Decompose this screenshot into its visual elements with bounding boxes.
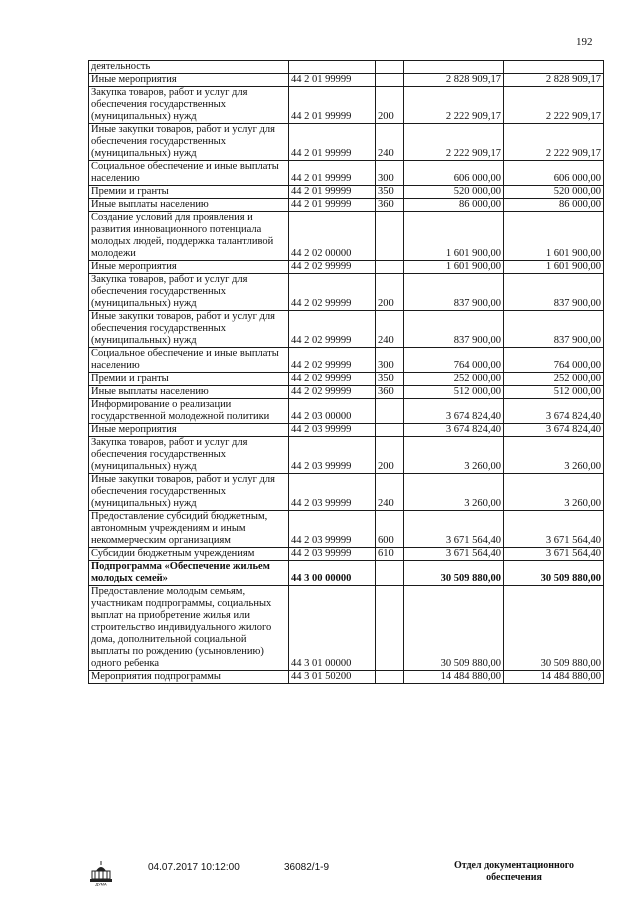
row-name: Премии и гранты [89,186,289,199]
page-number: 192 [576,36,593,48]
row-type [376,671,404,684]
row-amount-plan: 3 260,00 [404,474,504,511]
row-name: Иные закупки товаров, работ и услуг для обеспечения государственных (муниципальных) нужд [89,474,289,511]
row-amount-total: 764 000,00 [504,348,604,373]
row-amount-plan: 3 671 564,40 [404,548,504,561]
row-name: Мероприятия подпрограммы [89,671,289,684]
row-amount-total: 1 601 900,00 [504,212,604,261]
table-row [89,199,604,212]
duma-logo [88,860,114,886]
row-amount-plan [404,61,504,74]
row-code: 44 2 01 99999 [289,161,376,186]
table-row [89,671,604,684]
row-amount-plan: 86 000,00 [404,199,504,212]
row-name: Иные закупки товаров, работ и услуг для обеспечения государственных (муниципальных) нужд [89,124,289,161]
page-footer [88,858,608,898]
row-code: 44 2 01 99999 [289,87,376,124]
table-row [89,87,604,124]
row-name: Иные закупки товаров, работ и услуг для обеспечения государственных (муниципальных) нужд [89,311,289,348]
row-name: Закупка товаров, работ и услуг для обеспечения государственных (муниципальных) нужд [89,87,289,124]
row-name: Субсидии бюджетным учреждениям [89,548,289,561]
row-code: 44 2 03 99999 [289,474,376,511]
table-row [89,124,604,161]
row-name: Информирование о реализации государственной молодежной политики [89,399,289,424]
row-amount-plan: 252 000,00 [404,373,504,386]
row-name: Иные выплаты населению [89,199,289,212]
row-amount-total: 86 000,00 [504,199,604,212]
table-row [89,511,604,548]
row-code: 44 3 01 00000 [289,586,376,671]
table-row [89,548,604,561]
row-code: 44 3 01 50200 [289,671,376,684]
table-row [89,348,604,373]
row-name: Закупка товаров, работ и услуг для обеспечения государственных (муниципальных) нужд [89,437,289,474]
row-code: 44 2 02 99999 [289,386,376,399]
row-amount-total: 837 900,00 [504,311,604,348]
row-code: 44 3 00 00000 [289,561,376,586]
row-amount-total: 3 674 824,40 [504,399,604,424]
row-name: Подпрограмма «Обеспечение жильем молодых семей» [89,561,289,586]
row-code: 44 2 01 99999 [289,199,376,212]
row-type [376,261,404,274]
row-name: Премии и гранты [89,373,289,386]
row-name: деятельность [89,61,289,74]
row-amount-total: 252 000,00 [504,373,604,386]
row-amount-plan: 3 260,00 [404,437,504,474]
footer-department: Отдел документационного обеспечения [453,860,575,883]
row-amount-plan: 512 000,00 [404,386,504,399]
table-row [89,474,604,511]
row-name: Социальное обеспечение и иные выплаты населению [89,161,289,186]
row-type [376,74,404,87]
row-amount-plan: 520 000,00 [404,186,504,199]
row-code: 44 2 02 99999 [289,274,376,311]
row-code: 44 2 03 99999 [289,511,376,548]
table-row [89,586,604,671]
row-amount-total: 3 674 824,40 [504,424,604,437]
row-amount-plan: 1 601 900,00 [404,261,504,274]
footer-date: 04.07.2017 10:12:00 [148,862,240,873]
table-row [89,74,604,87]
row-amount-total: 30 509 880,00 [504,586,604,671]
row-amount-total: 1 601 900,00 [504,261,604,274]
table-row [89,212,604,261]
row-type: 200 [376,437,404,474]
row-amount-total: 2 222 909,17 [504,87,604,124]
row-name: Иные мероприятия [89,261,289,274]
row-type: 240 [376,124,404,161]
row-name: Закупка товаров, работ и услуг для обеспечения государственных (муниципальных) нужд [89,274,289,311]
row-type: 350 [376,186,404,199]
row-code: 44 2 02 00000 [289,212,376,261]
row-code: 44 2 03 99999 [289,548,376,561]
row-type: 610 [376,548,404,561]
row-amount-plan: 2 222 909,17 [404,87,504,124]
table-row [89,274,604,311]
table-row [89,399,604,424]
budget-table-body [89,61,604,684]
row-code: 44 2 02 99999 [289,261,376,274]
row-amount-total: 30 509 880,00 [504,561,604,586]
row-code: 44 2 02 99999 [289,373,376,386]
row-type: 240 [376,311,404,348]
row-type [376,424,404,437]
row-name: Иные мероприятия [89,424,289,437]
row-amount-total: 3 260,00 [504,474,604,511]
table-row [89,424,604,437]
row-amount-plan: 1 601 900,00 [404,212,504,261]
row-amount-plan: 30 509 880,00 [404,561,504,586]
row-amount-total: 2 222 909,17 [504,124,604,161]
row-type: 600 [376,511,404,548]
row-type: 360 [376,386,404,399]
row-amount-plan: 3 674 824,40 [404,424,504,437]
row-code: 44 2 02 99999 [289,311,376,348]
row-amount-total: 520 000,00 [504,186,604,199]
row-type [376,561,404,586]
budget-table [88,60,604,684]
table-row [89,386,604,399]
footer-doc-number: 36082/1-9 [284,862,330,873]
row-type [376,212,404,261]
row-type: 200 [376,274,404,311]
row-amount-plan: 606 000,00 [404,161,504,186]
logo-text: ДУМА [95,881,107,886]
row-amount-total: 512 000,00 [504,386,604,399]
row-amount-plan: 14 484 880,00 [404,671,504,684]
table-row [89,437,604,474]
row-type: 350 [376,373,404,386]
row-amount-total: 837 900,00 [504,274,604,311]
row-name: Социальное обеспечение и иные выплаты населению [89,348,289,373]
row-name: Предоставление субсидий бюджетным, автономным учреждениям и иным некоммерческим организациям [89,511,289,548]
row-name: Иные выплаты населению [89,386,289,399]
row-amount-plan: 30 509 880,00 [404,586,504,671]
row-code: 44 2 01 99999 [289,74,376,87]
row-amount-total: 3 260,00 [504,437,604,474]
row-type: 240 [376,474,404,511]
row-amount-plan: 764 000,00 [404,348,504,373]
row-amount-plan: 2 828 909,17 [404,74,504,87]
row-amount-plan: 2 222 909,17 [404,124,504,161]
row-code: 44 2 01 99999 [289,186,376,199]
row-type [376,61,404,74]
row-amount-total: 3 671 564,40 [504,511,604,548]
row-amount-total [504,61,604,74]
row-amount-plan: 3 671 564,40 [404,511,504,548]
row-type [376,586,404,671]
row-type: 300 [376,161,404,186]
row-type: 360 [376,199,404,212]
table-row [89,61,604,74]
row-amount-total: 14 484 880,00 [504,671,604,684]
table-row [89,186,604,199]
row-amount-total: 2 828 909,17 [504,74,604,87]
row-type: 300 [376,348,404,373]
row-name: Создание условий для проявления и развития инновационного потенциала молодых людей, поддержка талантливой молодежи [89,212,289,261]
row-code: 44 2 01 99999 [289,124,376,161]
table-row [89,561,604,586]
row-name: Предоставление молодым семьям, участникам подпрограммы, социальных выплат на приобретение жилья или строительство индивидуального жилого дома, дополнительной социальной выплаты по рождению (усыновлению) одного ребенка [89,586,289,671]
row-name: Иные мероприятия [89,74,289,87]
row-code: 44 2 03 99999 [289,424,376,437]
row-amount-total: 606 000,00 [504,161,604,186]
row-amount-plan: 837 900,00 [404,274,504,311]
row-amount-plan: 837 900,00 [404,311,504,348]
table-row [89,373,604,386]
table-row [89,311,604,348]
row-type: 200 [376,87,404,124]
row-code: 44 2 02 99999 [289,348,376,373]
row-code: 44 2 03 00000 [289,399,376,424]
row-amount-plan: 3 674 824,40 [404,399,504,424]
table-row [89,161,604,186]
row-amount-total: 3 671 564,40 [504,548,604,561]
row-code: 44 2 03 99999 [289,437,376,474]
row-code [289,61,376,74]
table-row [89,261,604,274]
row-type [376,399,404,424]
